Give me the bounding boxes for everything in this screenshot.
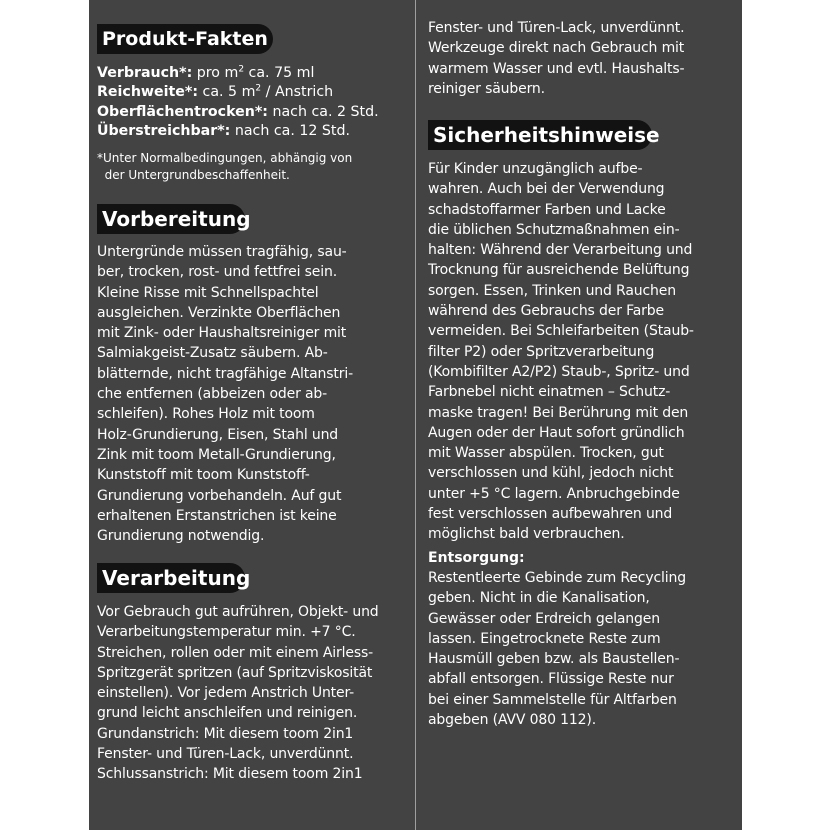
sicherheitshinweise-heading: Sicherheitshinweise [428,120,652,150]
fact-row-reichweite: Reichweite*: ca. 5 $m^2$ / Anstrich [97,83,334,101]
verarbeitung-continued-text: Fenster- und Türen-Lack, unverdünnt. Werkzeuge direkt nach Gebrauch mit warmem Wasser und evtl. Haushalts- reiniger säubern. [428,20,685,97]
vorbereitung-heading: Vorbereitung [97,204,245,234]
fact-row-ueberstreichbar: Überstreichbar*: nach ca. 12 Std. [97,122,351,139]
footnote: *Unter Normalbedingungen, abhängig von der Untergrundbeschaffenheit. [97,151,353,182]
fact-row-verbrauch: Verbrauch*: pro $m^2$ ca. 75 ml [97,64,315,81]
product-facts-list [97,64,379,141]
sicherheitshinweise-text: Für Kinder unzugänglich aufbe- wahren. Auch bei der Verwendung schadstoffarmer Farben und Lacke die üblichen Schutzmaßnahmen ein- halten: Während der Verarbeitung und Trocknung für ausreichende Belüftung sorgen. Essen, Trinken und Rauchen während des Gebrauchs der Farbe vermeiden. Bei Schleifarbeiten (Staub- filter P2) oder Spritzverarbeitung (Kombifilter A2/P2) Staub-, Spritz- und Farbnebel nicht einatmen – Schutz- maske tragen! Bei Berührung mit den Augen oder der Haut sofort gründlich mit Wasser abspülen. Trocken, gut verschlossen und kühl, jedoch nicht unter +5 °C lagern. Anbruchgebinde fest verschlossen aufbewahren und möglichst bald verbrauchen. [428,161,694,543]
entsorgung-heading: Entsorgung: [428,550,525,566]
vorbereitung-text: Untergründe müssen tragfähig, sau- ber, trocken, rost- und fettfrei sein. Kleine Risse mit Schnellspachtel ausgleichen. Verzinkte Oberflächen mit Zink- oder Haushaltsreiniger mit Salmiakgeist-Zusatz säubern. Ab- blätternde, nicht tragfähige Altanstri- che entfernen (abbeizen oder ab- schleifen). Rohes Holz mit toom Holz-Grundierung, Eisen, Stahl und Zink mit toom Metall-Grundierung, Kunststoff mit toom Kunststoff- Grundierung vorbehandeln. Auf gut erhaltenen Erstanstrichen ist keine Grundierung notwendig. [97,244,353,545]
verarbeitung-text: Vor Gebrauch gut aufrühren, Objekt- und Verarbeitungstemperatur min. +7 °C. Streichen, rollen oder mit einem Airless- Spritzgerät spritzen (auf Spritzviskosität einstellen). Vor jedem Anstrich Unter- grund leicht anschleifen und reinigen. Grundanstrich: Mit diesem toom 2in1 Fenster- und Türen-Lack, unverdünnt. Schlussanstrich: Mit diesem toom 2in1 [97,604,379,783]
entsorgung-text: Restentleerte Gebinde zum Recycling geben. Nicht in die Kanalisation, Gewässer oder Erdreich gelangen lassen. Eingetrocknete Reste zum Hausmüll geben bzw. als Baustellen- abfall entsorgen. Flüssige Reste nur bei einer Sammelstelle für Altfarben abgeben (AVV 080 112). [428,570,686,729]
column-divider [415,0,416,830]
fact-row-oberflaechentrocken: Oberflächentrocken*: nach ca. 2 Std. [97,103,379,120]
verarbeitung-heading: Verarbeitung [97,563,245,593]
produkt-fakten-heading: Produkt-Fakten [97,24,273,54]
